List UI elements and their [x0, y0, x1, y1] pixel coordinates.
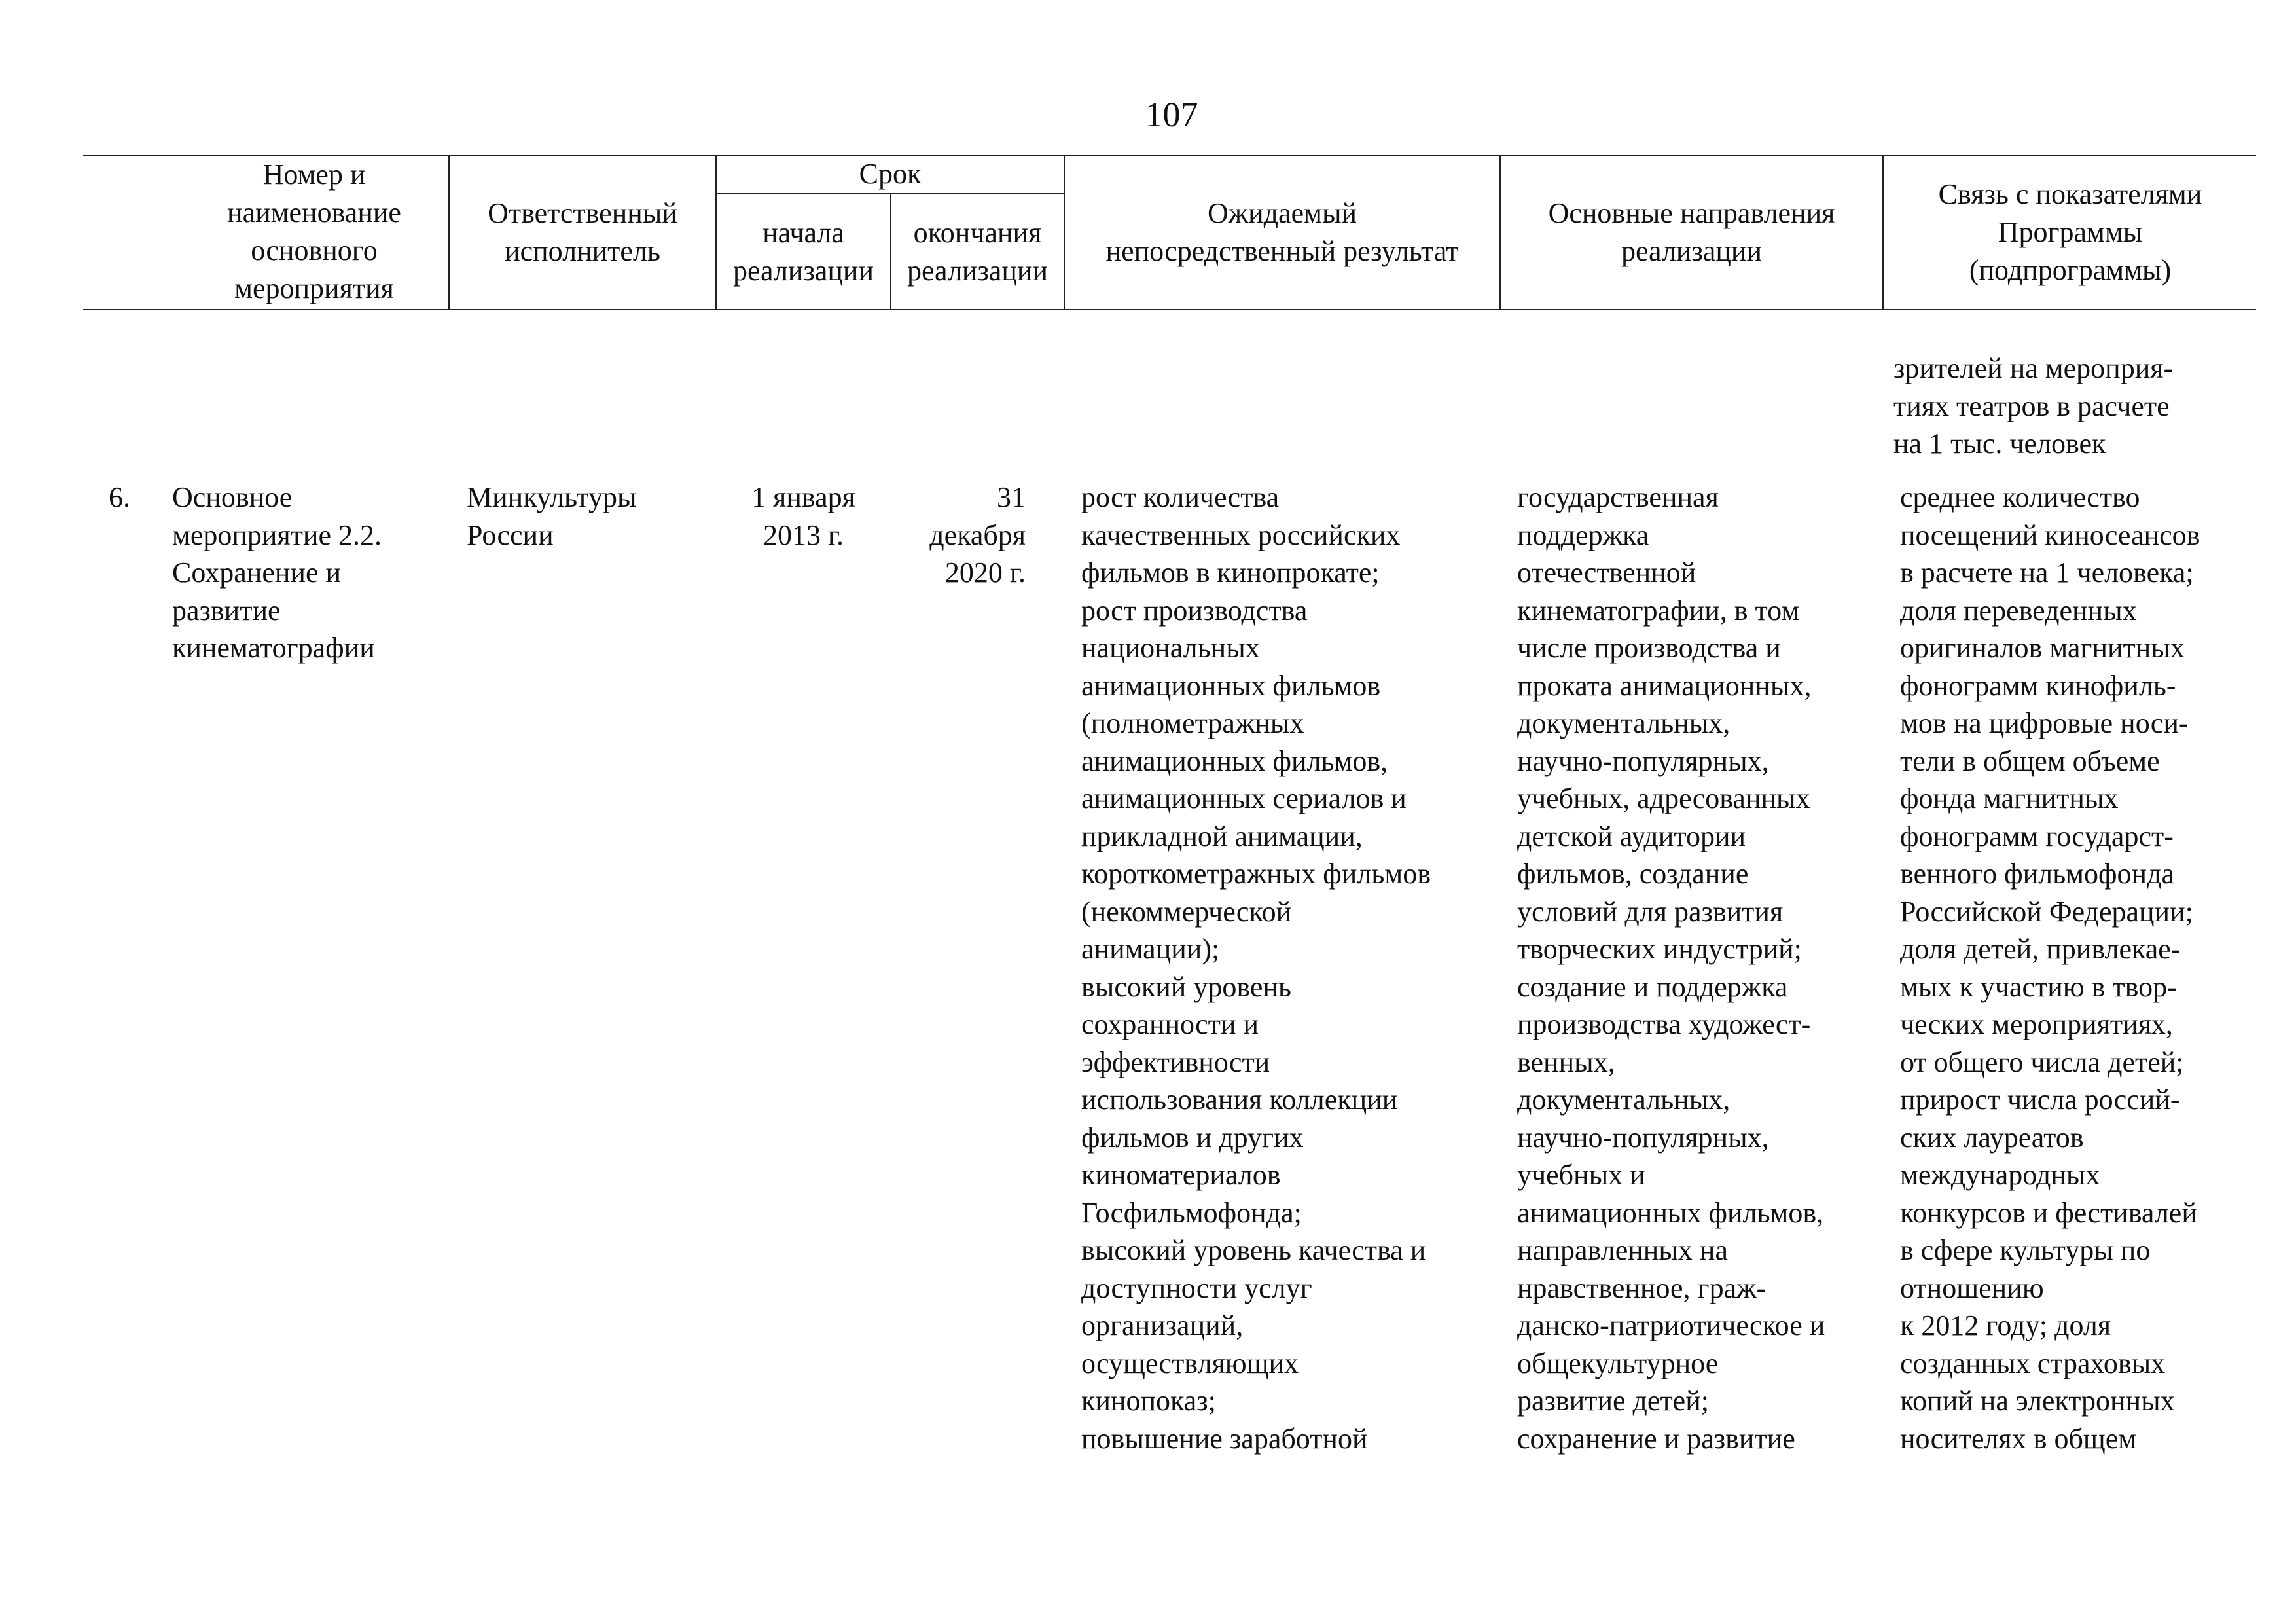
row-directions: государственная поддержка отечественной кинематографии, в том числе производства и проката анимационных, документальных, научно-популярных, учебных, адресованных детской аудитории фильмов, создание условий для развития творческих индустрий; создание и поддержка производства художест- венных, документальных, научно-популярных, учебных и анимационных фильмов, направленных на нравственное, граж- данско-патриотическое и общекультурное развитие детей; сохранение и развитие — [1517, 481, 1825, 1455]
row-indicators: среднее количество посещений киносеансов в расчете на 1 человека; доля переведенных оригиналов магнитных фонограмм кинофиль- мов на цифровые носи- тели в общем объеме фонда магнитных фонограмм государст- венного фильмофонда Российской Федерации; доля детей, привлекае- мых к участию в твор- ческих мероприятиях, от общего числа детей; прирост числа россий- ских лауреатов международных конкурсов и фестивалей в сфере культуры по отношению к 2012 году; доля созданных страховых копий на электронных носителях в общем — [1900, 481, 2200, 1455]
header-number-name: Номер и наименование основного мероприятия — [227, 158, 401, 304]
header-end: окончания реализации — [906, 217, 1049, 287]
row-start: 1 января 2013 г. — [751, 481, 855, 551]
continuation-indicators: зрителей на мероприя- тиях театров в расчете на 1 тыс. человек — [1893, 352, 2174, 460]
row-number: 6. — [109, 481, 130, 513]
header-directions: Основные направления реализации — [1548, 197, 1835, 267]
header-term: Срок — [859, 158, 922, 190]
row-end: 31 декабря 2020 г. — [929, 481, 1026, 589]
row-name: Основное мероприятие 2.2. Сохранение и развитие кинематографии — [172, 481, 382, 664]
page-number: 107 — [1145, 95, 1198, 134]
header-executor: Ответственный исполнитель — [488, 197, 677, 267]
term-subheader-rule — [715, 193, 1064, 194]
header-result: Ожидаемый непосредственный результат — [1105, 197, 1459, 267]
row-result: рост количества качественных российских фильмов в кинопрокате; рост производства национальных анимационных фильмов (полнометражных анимационных фильмов, анимационных сериалов и прикладной анимации, короткометражных фильмов (некоммерческой анимации); высокий уровень сохранности и эффективности использования коллекции фильмов и других киноматериалов Госфильмофонда; высокий уровень качества и доступности услуг организаций, осуществляющих кинопоказ; повышение заработной — [1081, 481, 1431, 1455]
row-executor: Минкультуры России — [467, 481, 637, 551]
header-start: начала реализации — [732, 217, 874, 287]
header-indicators: Связь с показателями Программы (подпрограммы) — [1938, 178, 2202, 286]
header-bottom-rule — [83, 309, 2256, 310]
